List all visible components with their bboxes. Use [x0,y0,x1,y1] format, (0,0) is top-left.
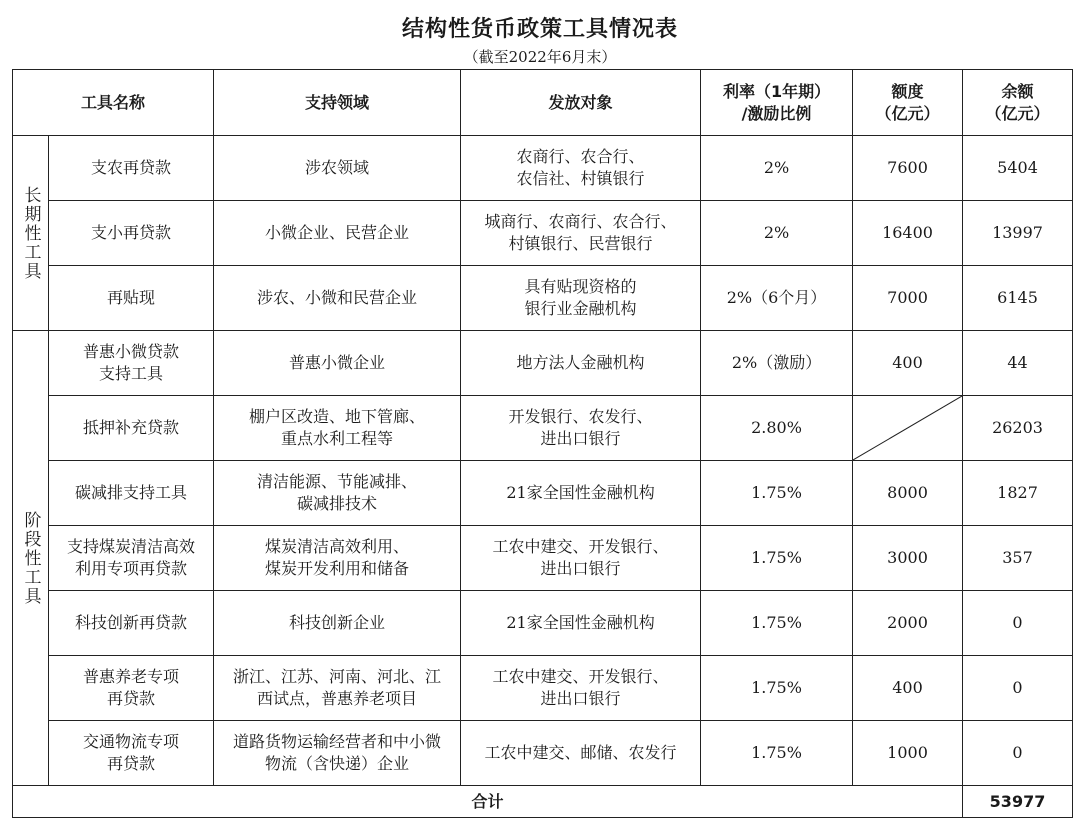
target: 城商行、农商行、农合行、 村镇银行、民营银行 [461,201,701,266]
target: 农商行、农合行、 农信社、村镇银行 [461,136,701,201]
table-row [13,331,1073,396]
table-row [13,266,1073,331]
target: 地方法人金融机构 [461,331,701,396]
support-area: 科技创新企业 [214,591,461,656]
table-title: 结构性货币政策工具情况表 [401,17,678,42]
table-row [13,591,1073,656]
tool-name: 抵押补充贷款 [49,396,214,461]
quota-empty-diagonal [853,396,963,461]
balance: 5404 [963,136,1073,201]
rate: 2% [701,136,853,201]
tool-name: 交通物流专项 再贷款 [49,721,214,786]
header-row [13,70,1073,136]
rate: 1.75% [701,656,853,721]
support-area: 小微企业、民营企业 [214,201,461,266]
total-balance: 53977 [963,786,1073,818]
header-support-area: 支持领域 [214,70,461,136]
rate: 2% [701,201,853,266]
target: 工农中建交、开发银行、 进出口银行 [461,656,701,721]
support-area: 涉农领域 [214,136,461,201]
quota: 16400 [853,201,963,266]
target: 开发银行、农发行、 进出口银行 [461,396,701,461]
balance: 26203 [963,396,1073,461]
table-row [13,721,1073,786]
balance: 0 [963,721,1073,786]
category-phased: 阶段性工具 [13,331,49,786]
category-long-term: 长期性工具 [13,136,49,331]
target: 工农中建交、邮储、农发行 [461,721,701,786]
quota: 2000 [853,591,963,656]
balance: 1827 [963,461,1073,526]
tool-name: 支农再贷款 [49,136,214,201]
rate: 1.75% [701,591,853,656]
policy-tools-table [12,69,1073,818]
support-area: 清洁能源、节能减排、 碳减排技术 [214,461,461,526]
quota: 400 [853,656,963,721]
quota: 7600 [853,136,963,201]
rate: 2%（6个月） [701,266,853,331]
diagonal-line [853,396,962,460]
total-label: 合计 [13,786,963,818]
balance: 357 [963,526,1073,591]
table-row [13,136,1073,201]
table-row [13,526,1073,591]
tool-name: 科技创新再贷款 [49,591,214,656]
rate: 2.80% [701,396,853,461]
rate: 1.75% [701,526,853,591]
balance: 44 [963,331,1073,396]
support-area: 普惠小微企业 [214,331,461,396]
header-rate: 利率（1年期） /激励比例 [701,70,853,136]
table-row [13,461,1073,526]
tool-name: 普惠小微贷款 支持工具 [49,331,214,396]
table-row [13,201,1073,266]
quota: 8000 [853,461,963,526]
tool-name: 碳减排支持工具 [49,461,214,526]
balance: 0 [963,656,1073,721]
support-area: 浙江、江苏、河南、河北、江 西试点，普惠养老项目 [214,656,461,721]
table-row [13,656,1073,721]
target: 21家全国性金融机构 [461,461,701,526]
tool-name: 支持煤炭清洁高效 利用专项再贷款 [49,526,214,591]
quota: 1000 [853,721,963,786]
quota: 3000 [853,526,963,591]
target: 具有贴现资格的 银行业金融机构 [461,266,701,331]
table-subtitle: （截至2022年6月末） [463,48,617,66]
target: 工农中建交、开发银行、 进出口银行 [461,526,701,591]
support-area: 涉农、小微和民营企业 [214,266,461,331]
quota: 400 [853,331,963,396]
tool-name: 支小再贷款 [49,201,214,266]
total-row [13,786,1073,818]
header-quota: 额度 （亿元） [853,70,963,136]
table-row [13,396,1073,461]
rate: 1.75% [701,721,853,786]
support-area: 道路货物运输经营者和中小微 物流（含快递）企业 [214,721,461,786]
balance: 13997 [963,201,1073,266]
rate: 2%（激励） [701,331,853,396]
tool-name: 再贴现 [49,266,214,331]
header-tool-name: 工具名称 [13,70,214,136]
header-balance: 余额 （亿元） [963,70,1073,136]
header-target: 发放对象 [461,70,701,136]
balance: 0 [963,591,1073,656]
support-area: 煤炭清洁高效利用、 煤炭开发利用和储备 [214,526,461,591]
tool-name: 普惠养老专项 再贷款 [49,656,214,721]
support-area: 棚户区改造、地下管廊、 重点水利工程等 [214,396,461,461]
balance: 6145 [963,266,1073,331]
target: 21家全国性金融机构 [461,591,701,656]
quota: 7000 [853,266,963,331]
rate: 1.75% [701,461,853,526]
